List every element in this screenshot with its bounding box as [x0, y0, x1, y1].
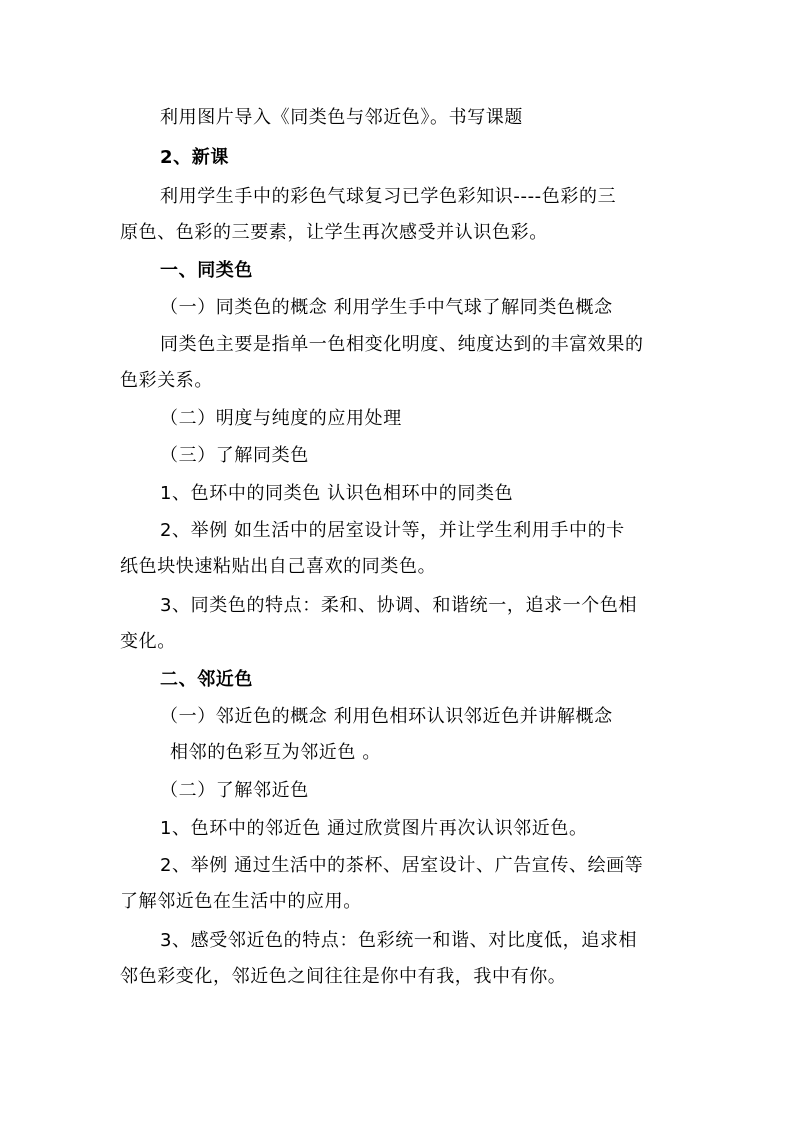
- subheading-brightness-purity: （二）明度与纯度的应用处理: [160, 408, 402, 429]
- list-item-adjacent-2-line-1: 2、举例 通过生活中的茶杯、居室设计、广告宣传、绘画等: [160, 855, 644, 876]
- list-item-adjacent-1: 1、色环中的邻近色 通过欣赏图片再次认识邻近色。: [160, 818, 588, 839]
- list-item-adjacent-3-line-1: 3、感受邻近色的特点：色彩统一和谐、对比度低，追求相: [160, 930, 638, 951]
- paragraph-similar-definition-line-1: 同类色主要是指单一色相变化明度、纯度达到的丰富效果的: [160, 334, 644, 355]
- paragraph-review-line-1: 利用学生手中的彩色气球复习已学色彩知识----色彩的三: [160, 186, 617, 207]
- list-item-similar-3-line-1: 3、同类色的特点：柔和、协调、和谐统一，追求一个色相: [160, 595, 638, 616]
- text-line-intro: 利用图片导入《同类色与邻近色》。书写课题: [160, 107, 523, 128]
- paragraph-review-line-2: 原色、色彩的三要素，让学生再次感受并认识色彩。: [120, 222, 548, 243]
- list-item-similar-2-line-1: 2、举例 如生活中的居室设计等，并让学生利用手中的卡: [160, 520, 625, 541]
- list-item-similar-2-line-2: 纸色块快速粘贴出自己喜欢的同类色。: [120, 556, 437, 577]
- heading-similar-colors: 一、同类色: [160, 260, 253, 281]
- list-item-adjacent-2-line-2: 了解邻近色在生活中的应用。: [120, 891, 362, 912]
- subheading-understand-adjacent: （二）了解邻近色: [160, 780, 309, 801]
- paragraph-similar-definition-line-2: 色彩关系。: [120, 370, 213, 391]
- list-item-similar-1: 1、色环中的同类色 认识色相环中的同类色: [160, 483, 514, 504]
- list-item-similar-3-line-2: 变化。: [120, 631, 176, 652]
- heading-adjacent-colors: 二、邻近色: [160, 669, 253, 690]
- subheading-adjacent-concept: （一）邻近色的概念 利用色相环认识邻近色并讲解概念: [160, 706, 613, 727]
- heading-new-lesson: 2、新课: [160, 147, 229, 168]
- subheading-similar-concept: （一）同类色的概念 利用学生手中气球了解同类色概念: [160, 297, 613, 318]
- list-item-adjacent-3-line-2: 邻色彩变化，邻近色之间往往是你中有我，我中有你。: [120, 966, 567, 987]
- subheading-understand-similar: （三）了解同类色: [160, 445, 309, 466]
- paragraph-adjacent-definition: 相邻的色彩互为邻近色 。: [170, 742, 381, 763]
